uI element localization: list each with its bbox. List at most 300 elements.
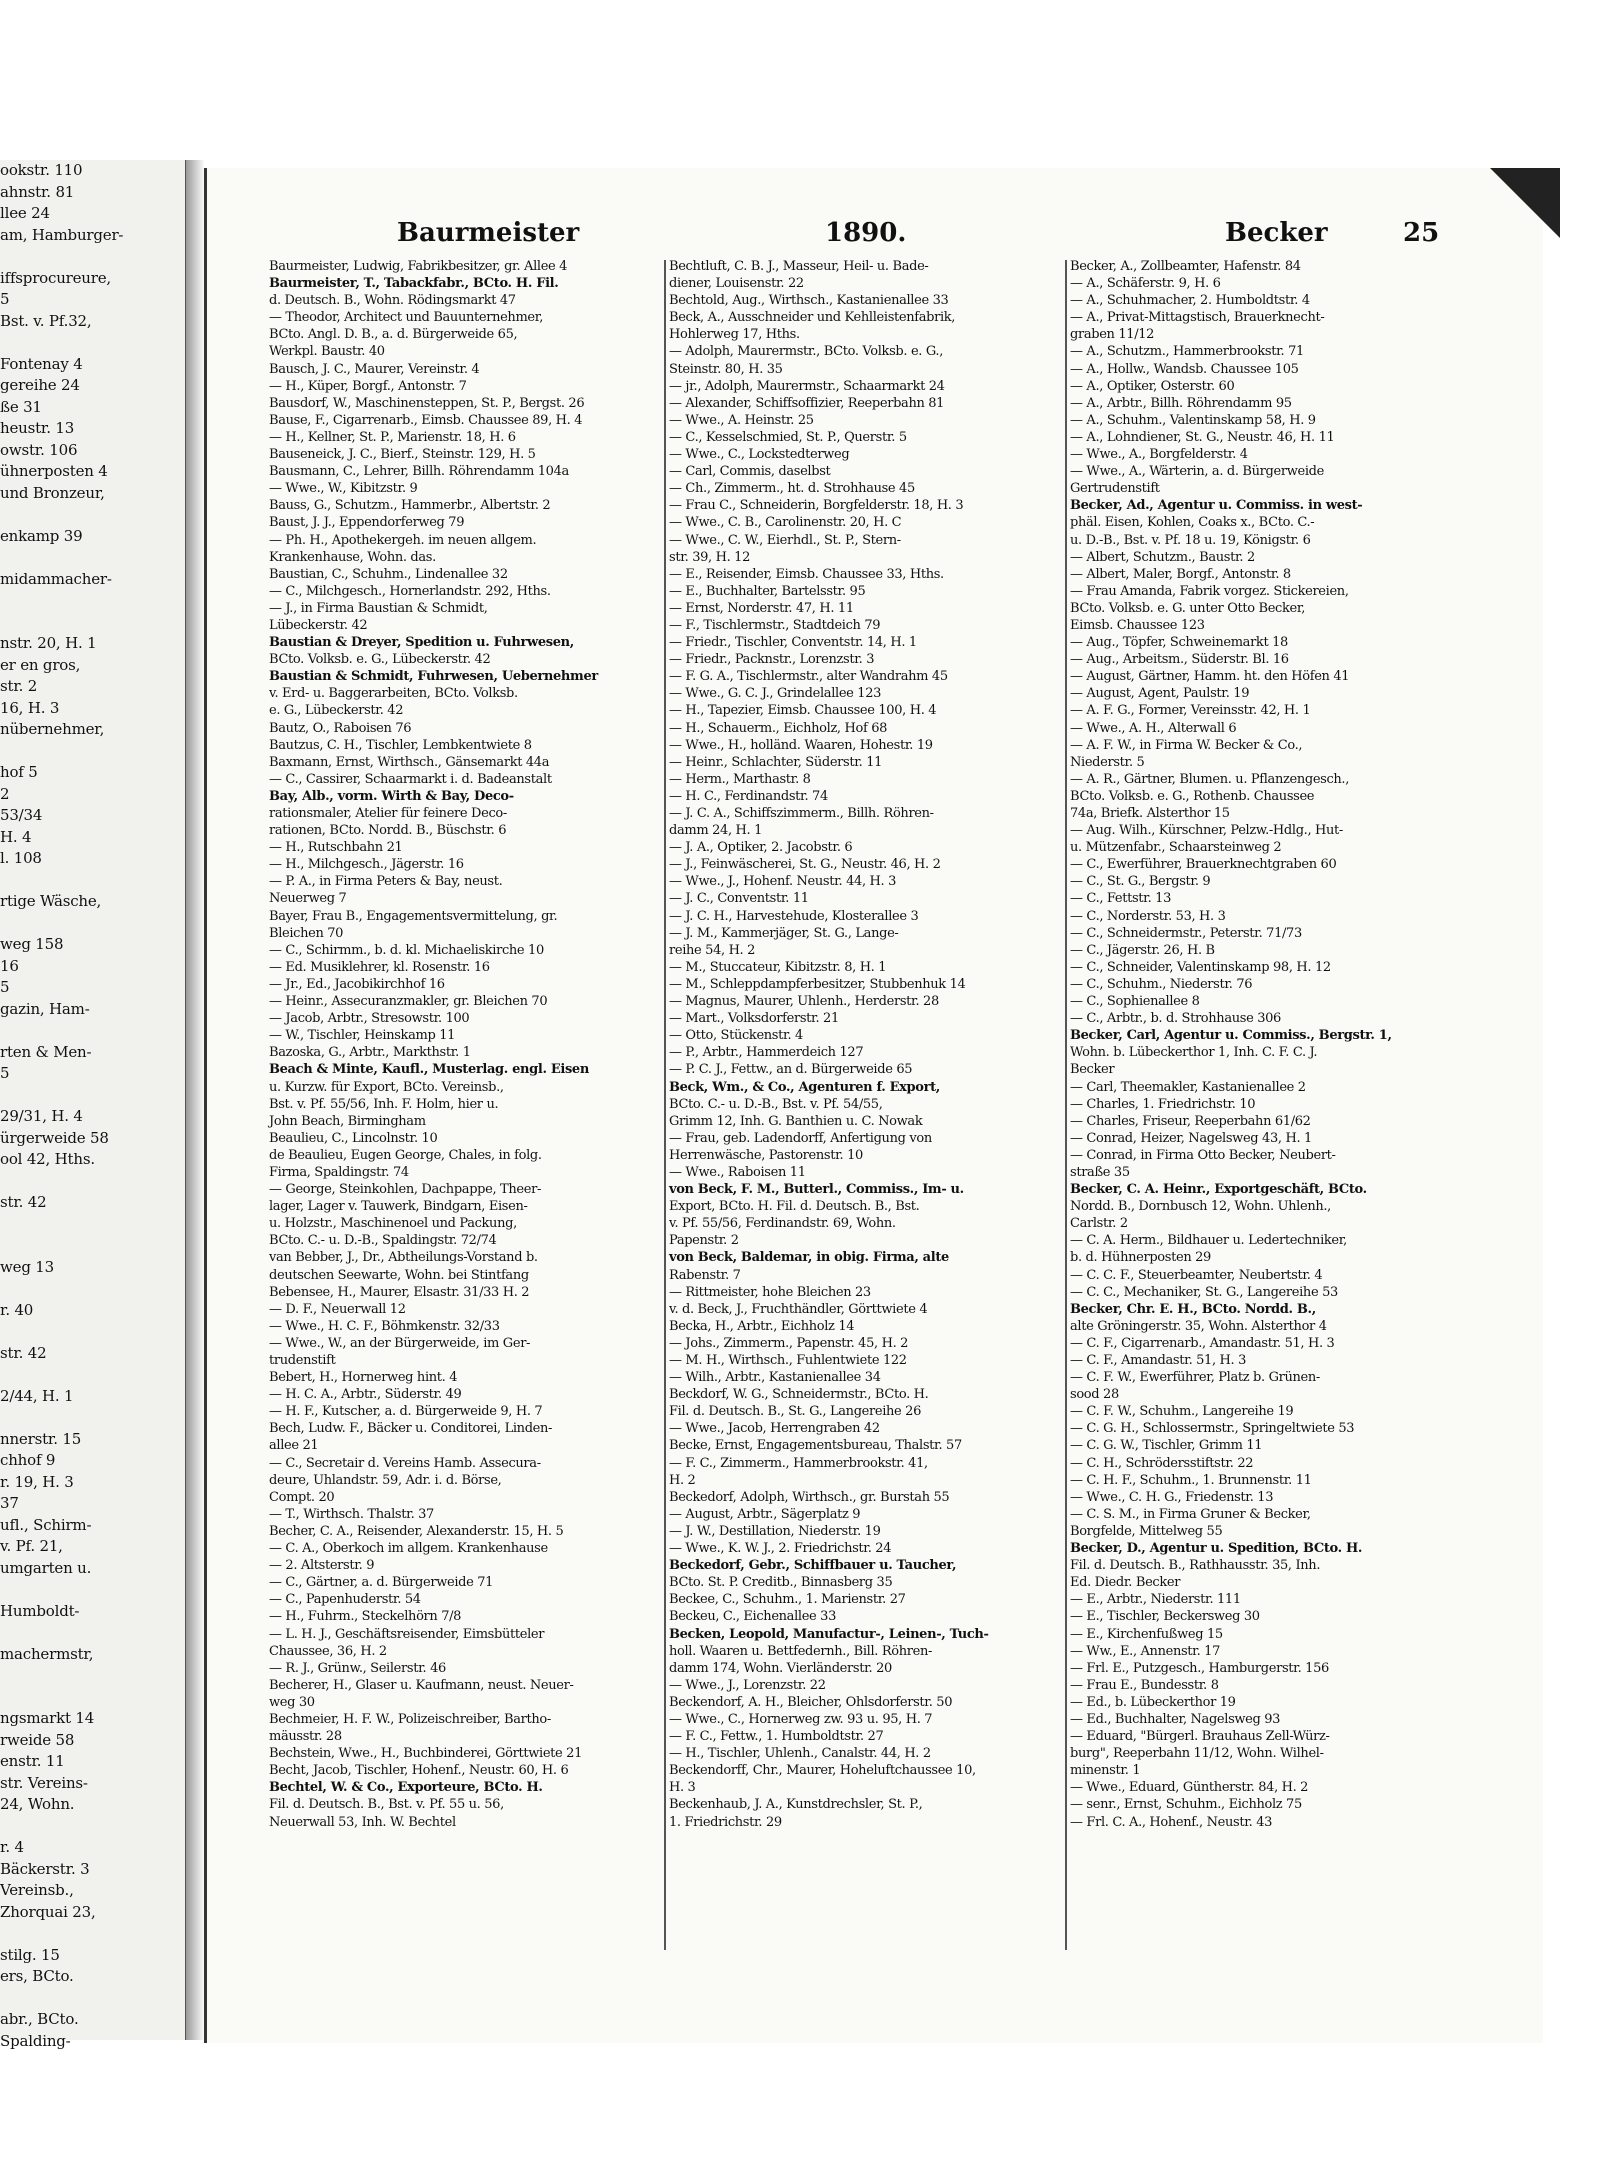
directory-entry-line: — C. A. Herm., Bildhauer u. Ledertechniker, [1070,1233,1347,1249]
previous-page-line: und Bronzeur, [0,483,105,502]
previous-page-line: 24, Wohn. [0,1795,75,1813]
directory-entry-line: — Frau E., Bundesstr. 8 [1070,1677,1219,1693]
directory-entry-line: — F. C., Fettw., 1. Humboldtstr. 27 [669,1729,884,1745]
book-gutter [186,160,204,2040]
directory-entry-line: Grimm 12, Inh. G. Banthien u. C. Nowak [669,1113,923,1129]
directory-entry-line: — M., Stuccateur, Kibitzstr. 8, H. 1 [669,959,887,975]
previous-page-line [0,590,185,612]
directory-entry-line: — A., Privat-Mittagstisch, Brauerknecht- [1070,310,1325,326]
previous-page-line: weg 158 [0,935,64,953]
previous-page-line: 16 [0,956,19,975]
previous-page-line: er en gros, [0,655,81,674]
directory-entry-line: Becherer, H., Glaser u. Kaufmann, neust. Neuer- [269,1677,574,1693]
directory-entry-line: — A. F. W., in Firma W. Becker & Co., [1070,737,1303,753]
directory-entry-line: Rabenstr. 7 [669,1267,741,1283]
directory-entry-line: — C., Fettstr. 13 [1070,891,1172,907]
previous-page-line: 29/31, H. 4 [0,1107,83,1125]
previous-page-line [0,1622,185,1644]
directory-entry-line: Bauseneick, J. C., Bierf., Steinstr. 129, H. 5 [269,447,536,463]
directory-entry-line: — A., Schäferstr. 9, H. 6 [1070,276,1221,292]
directory-entry-line: — Rittmeister, hohe Bleichen 23 [669,1284,871,1300]
directory-entry-line: Beckdorf, W. G., Schneidermstr., BCto. H. [669,1387,929,1403]
directory-entry-line: — Otto, Stückenstr. 4 [669,1028,803,1044]
directory-entry-line: Chaussee, 36, H. 2 [269,1643,387,1659]
previous-page-line [0,1235,185,1257]
directory-entry-line: Compt. 20 [269,1489,335,1505]
previous-page-line: 53/34 [0,806,43,824]
directory-entry-line: — jr., Adolph, Maurermstr., Schaarmarkt 24 [669,378,945,394]
directory-entry-line: u. Holzstr., Maschinenoel und Packung, [269,1216,517,1232]
directory-entry-line: Bausdorf, W., Maschinensteppen, St. P., Bergst. 26 [269,395,585,411]
previous-page-line: nstr. 20, H. 1 [0,634,97,652]
directory-entry-line: — Albert, Maler, Borgf., Antonstr. 8 [1070,566,1291,582]
directory-entry-line: Beckenhaub, J. A., Kunstdrechsler, St. P., [669,1797,923,1813]
directory-entry-line: 1. Friedrichstr. 29 [669,1814,782,1830]
previous-page-line: ürgerweide 58 [0,1128,109,1147]
directory-entry-line: — Alexander, Schiffsoffizier, Reeperbahn 81 [669,395,945,411]
directory-entry-line: — A. F. G., Former, Vereinsstr. 42, H. 1 [1070,703,1311,719]
directory-entry-line: — J. C., Conventstr. 11 [669,891,809,907]
directory-entry-line: — Carl, Commis, daselbst [669,464,831,480]
directory-entry-line: — A., Lohndiener, St. G., Neustr. 46, H. 11 [1070,429,1335,445]
directory-entry-line: — Wwe., C. B., Carolinenstr. 20, H. C [669,515,902,531]
previous-page-line: ers, BCto. [0,1967,74,1985]
directory-entry-line: — M. H., Wirthsch., Fuhlentwiete 122 [669,1353,907,1368]
previous-page-line: chhof 9 [0,1451,56,1469]
directory-entry-line: — Adolph, Maurermstr., BCto. Volksb. e. G., [669,344,943,360]
directory-entry-line: Bause, F., Cigarrenarb., Eimsb. Chaussee 89, H. 4 [269,412,583,428]
directory-entry-line: BCto. St. P. Creditb., Binnasberg 35 [669,1575,893,1591]
directory-entry-line: Herrenwäsche, Pastorenstr. 10 [669,1147,863,1163]
directory-entry-line: — Wwe., W., an der Bürgerweide, im Ger- [269,1335,531,1351]
directory-entry-line: Baust, J. J., Eppendorferweg 79 [269,515,465,531]
directory-entry-line: — A., Schutzm., Hammerbrookstr. 71 [1070,344,1304,360]
directory-entry-line: Becker [1070,1062,1115,1078]
directory-entry-line: — Charles, 1. Friedrichstr. 10 [1070,1096,1256,1112]
directory-entry-line: Baustian & Dreyer, Spedition u. Fuhrwesen, [269,635,574,651]
directory-entry-line: Beckedorf, Gebr., Schiffbauer u. Taucher, [669,1558,957,1574]
directory-entry-line: Fil. d. Deutsch. B., St. G., Langereihe 26 [669,1404,922,1420]
previous-page-line: Bäckerstr. 3 [0,1859,90,1878]
previous-page-line: midammacher- [0,569,112,588]
directory-entry-line: Becken, Leopold, Manufactur-, Leinen-, Tuch- [669,1626,989,1642]
directory-entry-line: Beaulieu, C., Lincolnstr. 10 [269,1130,438,1146]
column-3 [1070,258,1465,1831]
directory-entry-line: — Wwe., A. H., Alterwall 6 [1070,720,1237,736]
previous-page-line [0,246,185,268]
directory-entry-line: — P. A., in Firma Peters & Bay, neust. [269,874,503,890]
directory-entry-line: — Wwe., J., Lorenzstr. 22 [669,1677,826,1693]
directory-entry-line: Becker, Chr. E. H., BCto. Nordd. B., [1070,1301,1316,1317]
previous-page-line: ngsmarkt 14 [0,1709,95,1727]
directory-entry-line: Papenstr. 2 [669,1233,739,1249]
directory-entry-line: — C., Schneidermstr., Peterstr. 71/73 [1070,925,1302,941]
previous-page-line: enkamp 39 [0,526,83,545]
directory-entry-line: — C. F. W., Ewerführer, Platz b. Grünen- [1070,1370,1320,1386]
previous-page-line: machermstr, [0,1644,94,1663]
directory-entry-line: Firma, Spaldingstr. 74 [269,1164,409,1180]
directory-entry-line: alte Gröningerstr. 35, Wohn. Alsterthor 4 [1070,1318,1327,1334]
directory-entry-line: — F., Tischlermstr., Stadtdeich 79 [669,617,881,633]
directory-entry-line: — senr., Ernst, Schuhm., Eichholz 75 [1070,1797,1302,1813]
directory-entry-line: Bst. v. Pf. 55/56, Inh. F. Holm, hier u. [269,1096,499,1112]
previous-page-line: l. 108 [0,849,42,867]
directory-entry-line: — Frau, geb. Ladendorff, Anfertigung von [669,1130,932,1146]
directory-entry-line: — C., Milchgesch., Hornerlandstr. 292, Hths. [269,583,551,599]
directory-entry-line: u. D.-B., Bst. v. Pf. 18 u. 19, Königstr. 6 [1070,532,1311,548]
directory-entry-line: — Wwe., W., Kibitzstr. 9 [269,481,418,497]
directory-entry-line: — H., Tischler, Uhlenh., Canalstr. 44, H. 2 [669,1746,931,1762]
directory-entry-line: Bausmann, C., Lehrer, Billh. Röhrendamm 104a [269,464,569,480]
directory-entry-line: Krankenhause, Wohn. das. [269,549,436,565]
previous-page-line: 37 [0,1494,19,1512]
previous-page-line: heustr. 13 [0,419,75,437]
directory-entry-line: Export, BCto. H. Fil. d. Deutsch. B., Bst. [669,1199,920,1215]
directory-entry-line: Bautzus, C. H., Tischler, Lembkentwiete 8 [269,737,532,753]
directory-entry-line: — Ww., E., Annenstr. 17 [1070,1643,1221,1659]
directory-entry-line: — C., Kesselschmied, St. P., Querstr. 5 [669,429,907,445]
previous-page-line: ool 42, Hths. [0,1150,95,1168]
directory-entry-line: Borgfelde, Mittelweg 55 [1070,1523,1223,1539]
directory-entry-line: — H., Rutschbahn 21 [269,840,403,856]
directory-entry-line: von Beck, Baldemar, in obig. Firma, alte [669,1250,949,1266]
directory-entry-line: — A., Optiker, Osterstr. 60 [1070,378,1235,394]
previous-page-line: 5 [0,978,10,996]
directory-entry-line: — A., Schuhmacher, 2. Humboldtstr. 4 [1070,293,1310,309]
directory-entry-line: — Frau Amanda, Fabrik vorgez. Stickereien, [1070,583,1349,599]
directory-entry-line: — Conrad, Heizer, Nagelsweg 43, H. 1 [1070,1130,1312,1146]
directory-entry-line: — Ed., b. Lübeckerthor 19 [1070,1694,1236,1710]
directory-entry-line: Carlstr. 2 [1070,1216,1128,1232]
directory-entry-line: — C., Ewerführer, Brauerknechtgraben 60 [1070,857,1337,873]
directory-entry-line: — Heinr., Assecuranzmakler, gr. Bleichen 70 [269,994,548,1010]
previous-page-line: str. 42 [0,1193,47,1211]
directory-entry-line: rationen, BCto. Nordd. B., Büschstr. 6 [269,823,507,839]
directory-entry-line: — P. C. J., Fettw., an d. Bürgerweide 65 [669,1062,913,1078]
directory-entry-line: — Ed. Musiklehrer, kl. Rosenstr. 16 [269,959,490,975]
directory-entry-line: — Carl, Theemakler, Kastanienallee 2 [1070,1079,1306,1095]
directory-entry-line: — J. M., Kammerjäger, St. G., Lange- [669,925,899,941]
directory-entry-line: — C. G. W., Tischler, Grimm 11 [1070,1438,1263,1454]
directory-entry-line: van Bebber, J., Dr., Abtheilungs-Vorstand b. [269,1250,538,1266]
directory-entry-line: — Wwe., Raboisen 11 [669,1164,806,1180]
previous-page-line [0,504,185,526]
previous-page-line [0,1321,185,1343]
directory-entry-line: — Aug., Töpfer, Schweinemarkt 18 [1070,635,1288,651]
directory-entry-line: Beckendorff, Chr., Maurer, Hoheluftchaussee 10, [669,1763,976,1779]
column-divider [1065,260,1067,1950]
directory-entry-line: rationsmaler, Atelier für feinere Deco- [269,806,507,821]
directory-entry-line: Bechtluft, C. B. J., Masseur, Heil- u. Bade- [669,259,929,274]
directory-entry-line: — A., Schuhm., Valentinskamp 58, H. 9 [1070,412,1316,428]
directory-entry-line: — Conrad, in Firma Otto Becker, Neubert- [1070,1147,1336,1163]
directory-entry-line: Hohlerweg 17, Hths. [669,327,800,343]
directory-entry-line: Bay, Alb., vorm. Wirth & Bay, Deco- [269,788,514,804]
previous-page-line: stilg. 15 [0,1945,60,1964]
directory-entry-line: Baxmann, Ernst, Wirthsch., Gänsemarkt 44a [269,754,550,770]
directory-entry-line: Bautz, O., Raboisen 76 [269,720,412,736]
directory-entry-line: v. Erd- u. Baggerarbeiten, BCto. Volksb. [269,686,518,702]
directory-entry-line: — Jr., Ed., Jacobikirchhof 16 [269,976,445,992]
directory-entry-line: — C., Norderstr. 53, H. 3 [1070,908,1226,924]
directory-entry-line: mäusstr. 28 [269,1729,342,1745]
directory-entry-line: — 2. Altsterstr. 9 [269,1558,375,1574]
directory-entry-line: — H. C., Ferdinandstr. 74 [669,788,828,804]
directory-entry-line: Fil. d. Deutsch. B., Bst. v. Pf. 55 u. 56, [269,1797,504,1813]
directory-entry-line: — H., Schauerm., Eichholz, Hof 68 [669,720,888,736]
previous-page-line: ühnerposten 4 [0,462,108,480]
previous-page-edge [0,160,187,2050]
page-header [207,218,1543,252]
column-1 [269,258,659,1831]
page-number: 25 [1403,218,1440,248]
header-right-catchword: Becker [1225,218,1328,248]
directory-entry-line: — Wwe., A. Heinstr. 25 [669,412,814,428]
previous-page-line: str. Vereins- [0,1773,88,1792]
directory-entry-line: — Charles, Friseur, Reeperbahn 61/62 [1070,1113,1311,1129]
directory-entry-line: — J. C. H., Harvestehude, Klosterallee 3 [669,908,919,924]
previous-page-line: hof 5 [0,763,38,781]
previous-page-line: rweide 58 [0,1730,75,1749]
previous-page-line: nnerstr. 15 [0,1429,82,1448]
directory-entry-line: — Ph. H., Apothekergeh. im neuen allgem. [269,532,537,548]
directory-entry-line: — August, Agent, Paulstr. 19 [1070,686,1250,702]
directory-entry-line: graben 11/12 [1070,327,1155,343]
directory-entry-line: — Wwe., G. C. J., Grindelallee 123 [669,686,882,702]
directory-entry-line: b. d. Hühnerposten 29 [1070,1250,1211,1266]
directory-entry-line: — Wwe., A., Borgfelderstr. 4 [1070,447,1248,463]
directory-entry-line: — H., Kellner, St. P., Marienstr. 18, H. 6 [269,429,516,445]
previous-page-line [0,870,185,892]
directory-entry-line: — A., Arbtr., Billh. Röhrendamm 95 [1070,395,1292,411]
directory-entry-line: str. 39, H. 12 [669,549,750,565]
directory-entry-line: straße 35 [1070,1164,1130,1180]
directory-entry-line: Bausch, J. C., Maurer, Vereinstr. 4 [269,361,480,377]
previous-page-line: 2 [0,784,10,803]
directory-entry-line: — J. C. A., Schiffszimmerm., Billh. Röhren- [669,806,934,821]
directory-entry-line: — Wwe., C., Lockstedterweg [669,447,850,463]
previous-page-line [0,741,185,763]
directory-entry-line: — Aug. Wilh., Kürschner, Pelzw.-Hdlg., Hut- [1070,823,1343,839]
directory-entry-line: de Beaulieu, Eugen George, Chales, in folg. [269,1147,542,1163]
directory-entry-line: — P., Arbtr., Hammerdeich 127 [669,1045,864,1061]
directory-entry-line: Bazoska, G., Arbtr., Markthstr. 1 [269,1045,471,1061]
previous-page-line: weg 13 [0,1257,54,1276]
directory-entry-line: Nordd. B., Dornbusch 12, Wohn. Uhlenh., [1070,1199,1331,1215]
page-corner-fold [1490,168,1560,238]
previous-page-line [0,1665,185,1687]
column-2 [669,258,1064,1831]
previous-page-line [0,1214,185,1236]
directory-entry-line: Fil. d. Deutsch. B., Rathhausstr. 35, Inh. [1070,1558,1321,1574]
directory-entry-line: — C., Schneider, Valentinskamp 98, H. 12 [1070,959,1331,975]
directory-entry-line: Beckeu, C., Eichenallee 33 [669,1609,837,1625]
directory-entry-line: — C., Arbtr., b. d. Strohhause 306 [1070,1011,1281,1027]
directory-entry-line: — C. S. M., in Firma Gruner & Becker, [1070,1506,1311,1522]
directory-entry-line: Beck, A., Ausschneider und Kehlleistenfabrik, [669,310,956,326]
directory-entry-line: sood 28 [1070,1387,1119,1403]
directory-entry-line: Bechtel, W. & Co., Exporteure, BCto. H. [269,1780,543,1796]
directory-entry-line: Baurmeister, T., Tabackfabr., BCto. H. Fil. [269,276,559,292]
directory-entry-line: BCto. C.- u. D.-B., Bst. v. Pf. 54/55, [669,1096,883,1112]
directory-entry-line: minenstr. 1 [1070,1763,1141,1779]
previous-page-line [0,1687,185,1709]
directory-entry-line: — C. C., Mechaniker, St. G., Langereihe 53 [1070,1284,1338,1300]
directory-entry-line: — Ernst, Norderstr. 47, H. 11 [669,600,854,616]
directory-entry-line: — Johs., Zimmerm., Papenstr. 45, H. 2 [669,1335,909,1351]
directory-entry-line: Beckedorf, Adolph, Wirthsch., gr. Burstah 55 [669,1489,950,1505]
previous-page-line [0,1988,185,2010]
previous-page-line [0,1364,185,1386]
directory-entry-line: Bech, Ludw. F., Bäcker u. Conditorei, Linden- [269,1421,553,1437]
directory-entry-line: — August, Gärtner, Hamm. ht. den Höfen 41 [1070,669,1350,685]
directory-entry-line: — L. H. J., Geschäftsreisender, Eimsbütteler [269,1626,545,1642]
previous-page-line [0,1278,185,1300]
directory-entry-line: — Wwe., J., Hohenf. Neustr. 44, H. 3 [669,874,896,890]
directory-entry-line: BCto. Angl. D. B., a. d. Bürgerweide 65, [269,327,518,343]
directory-entry-line: — C. F. W., Schuhm., Langereihe 19 [1070,1404,1294,1420]
directory-entry-line: — Herm., Marthastr. 8 [669,771,811,787]
directory-entry-line: Baustian & Schmidt, Fuhrwesen, Uebernehmer [269,669,598,685]
previous-page-line: ufl., Schirm- [0,1515,92,1534]
previous-page-line: 16, H. 3 [0,698,60,717]
directory-entry-line: Bechmeier, H. F. W., Polizeischreiber, Bartho- [269,1711,551,1727]
previous-page-line [0,913,185,935]
directory-entry-line: Becker, Ad., Agentur u. Commiss. in west- [1070,498,1363,514]
directory-entry-line: — H., Fuhrm., Steckelhörn 7/8 [269,1609,462,1625]
column-divider [664,260,666,1950]
directory-entry-line: weg 30 [269,1694,315,1710]
directory-entry-line: Ed. Diedr. Becker [1070,1575,1181,1591]
directory-entry-line: — Wwe., C. W., Eierhdl., St. P., Stern- [669,532,901,548]
directory-entry-line: holl. Waaren u. Bettfedernh., Bill. Röhren- [669,1643,933,1659]
previous-page-line: rtige Wäsche, [0,892,102,910]
previous-page-line: 2/44, H. 1 [0,1386,74,1405]
previous-page-line: 5 [0,290,10,308]
directory-entry-line: — C., Schirmm., b. d. kl. Michaeliskirche 10 [269,942,544,958]
directory-entry-line: Becker, Carl, Agentur u. Commiss., Bergstr. 1, [1070,1028,1392,1044]
directory-entry-line: — F. G. A., Tischlermstr., alter Wandrahm 45 [669,669,948,685]
previous-page-line: ße 31 [0,397,42,416]
previous-page-line: abr., BCto. [0,2010,79,2028]
directory-entry-line: — C., Schuhm., Niederstr. 76 [1070,976,1253,992]
directory-entry-line: Gertrudenstift [1070,481,1160,497]
previous-page-line: r. 4 [0,1838,24,1856]
previous-page-line: rten & Men- [0,1042,92,1061]
directory-entry-line: Becker, C. A. Heinr., Exportgeschäft, BCto. [1070,1182,1367,1198]
directory-entry-line: Beach & Minte, Kaufl., Musterlag. engl. Eisen [269,1062,589,1078]
directory-entry-line: — T., Wirthsch. Thalstr. 37 [269,1506,434,1522]
directory-entry-line: — C. H. F., Schuhm., 1. Brunnenstr. 11 [1070,1472,1312,1488]
directory-entry-line: — C., Cassirer, Schaarmarkt i. d. Badeanstalt [269,771,552,787]
directory-entry-line: — J., Feinwäscherei, St. G., Neustr. 46, H. 2 [669,857,941,873]
previous-page-line: owstr. 106 [0,440,78,459]
directory-entry-line: — E., Tischler, Beckersweg 30 [1070,1609,1260,1625]
directory-entry-line: v. d. Beck, J., Fruchthändler, Görttwiete 4 [669,1301,928,1317]
directory-entry-line: — C. H., Schrödersstiftstr. 22 [1070,1455,1254,1471]
directory-entry-line: John Beach, Birmingham [269,1113,426,1129]
directory-entry-line: — J. W., Destillation, Niederstr. 19 [669,1523,881,1539]
directory-entry-line: Niederstr. 5 [1070,754,1145,770]
previous-page-line: gazin, Ham- [0,999,90,1018]
directory-entry-line: burg", Reeperbahn 11/12, Wohn. Wilhel- [1070,1746,1324,1762]
directory-entry-line: trudenstift [269,1353,336,1368]
directory-entry-line: phäl. Eisen, Kohlen, Coaks x., BCto. C.- [1070,515,1315,531]
previous-page-line: Zhorquai 23, [0,1902,96,1921]
directory-entry-line: — J. A., Optiker, 2. Jacobstr. 6 [669,840,853,856]
directory-entry-line: — F. C., Zimmerm., Hammerbrookstr. 41, [669,1455,928,1471]
directory-entry-line: H. 3 [669,1780,696,1796]
header-left-catchword: Baurmeister [397,218,580,248]
directory-entry-line: Becht, Jacob, Tischler, Hohenf., Neustr. 60, H. 6 [269,1763,569,1779]
directory-entry-line: — Wwe., Eduard, Güntherstr. 84, H. 2 [1070,1780,1309,1796]
previous-page-line: Spalding- [0,2031,71,2050]
directory-entry-line: reihe 54, H. 2 [669,942,756,958]
directory-entry-line: — Ed., Buchhalter, Nagelsweg 93 [1070,1711,1281,1727]
directory-entry-line: allee 21 [269,1438,319,1454]
directory-entry-line: — C., St. G., Bergstr. 9 [1070,874,1211,890]
directory-entry-line: 74a, Briefk. Alsterthor 15 [1070,806,1230,821]
previous-page-line [0,547,185,569]
directory-entry-line: Bayer, Frau B., Engagementsvermittelung, gr. [269,908,558,924]
directory-entry-line: Baustian, C., Schuhm., Lindenallee 32 [269,566,508,582]
directory-entry-line: damm 24, H. 1 [669,823,762,839]
directory-entry-line: Bebensee, H., Maurer, Elsastr. 31/33 H. 2 [269,1284,530,1300]
directory-entry-line: — C., Sophienallee 8 [1070,994,1200,1010]
directory-entry-line: — C. A., Oberkoch im allgem. Krankenhause [269,1541,548,1557]
directory-entry-line: damm 174, Wohn. Vierländerstr. 20 [669,1660,892,1676]
previous-page-line: Humboldt- [0,1601,80,1620]
previous-page-line: ahnstr. 81 [0,182,75,201]
directory-entry-line: — Wwe., C. H. G., Friedenstr. 13 [1070,1489,1274,1505]
directory-entry-line: — E., Kirchenfußweg 15 [1070,1626,1223,1642]
previous-page-line: v. Pf. 21, [0,1537,63,1555]
directory-entry-line: Lübeckerstr. 42 [269,617,368,633]
directory-entry-line: — C. F., Cigarrenarb., Amandastr. 51, H. 3 [1070,1335,1335,1351]
directory-entry-line: diener, Louisenstr. 22 [669,276,804,292]
directory-entry-line: — E., Buchhalter, Bartelsstr. 95 [669,583,866,599]
directory-entry-line: u. Mützenfabr., Schaarsteinweg 2 [1070,840,1282,856]
previous-page-line: Vereinsb., [0,1881,74,1899]
directory-entry-line: Bauss, G., Schutzm., Hammerbr., Albertstr. 2 [269,498,551,514]
directory-entry-line: — Eduard, "Bürgerl. Brauhaus Zell-Würz- [1070,1729,1330,1745]
previous-page-line: enstr. 11 [0,1752,65,1770]
directory-entry-line: deure, Uhlandstr. 59, Adr. i. d. Börse, [269,1472,502,1488]
previous-page-line: am, Hamburger- [0,225,124,244]
directory-entry-line: BCto. Volksb. e. G. unter Otto Becker, [1070,600,1306,616]
directory-entry-line: — Magnus, Maurer, Uhlenh., Herderstr. 28 [669,994,939,1010]
previous-page-line: r. 40 [0,1300,34,1319]
previous-page-line: iffsprocureure, [0,268,111,287]
previous-page-line: Fontenay 4 [0,354,83,373]
directory-entry-line: — H., Milchgesch., Jägerstr. 16 [269,857,464,873]
directory-entry-line: — Wwe., C., Hornerweg zw. 93 u. 95, H. 7 [669,1711,933,1727]
previous-page-line [0,1407,185,1429]
directory-entry-line: — C., Secretair d. Vereins Hamb. Assecura- [269,1455,541,1471]
directory-entry-line: — E., Reisender, Eimsb. Chaussee 33, Hths. [669,566,944,582]
directory-entry-line: Becker, A., Zollbeamter, Hafenstr. 84 [1070,259,1301,274]
previous-page-line: umgarten u. [0,1558,92,1577]
directory-entry-line: — Ch., Zimmerm., ht. d. Strohhause 45 [669,481,915,497]
directory-entry-line: Neuerwall 53, Inh. W. Bechtel [269,1814,456,1830]
directory-entry-line: Becker, D., Agentur u. Spedition, BCto. H. [1070,1541,1363,1557]
directory-entry-line: — H. C. A., Arbtr., Süderstr. 49 [269,1387,462,1403]
directory-entry-line: — Heinr., Schlachter, Süderstr. 11 [669,754,883,770]
previous-page-line: Bst. v. Pf.32, [0,311,92,330]
previous-page-line: llee 24 [0,204,50,222]
directory-entry-line: — M., Schleppdampferbesitzer, Stubbenhuk 14 [669,976,966,992]
directory-entry-line: — Theodor, Architect und Bauunternehmer, [269,310,543,326]
